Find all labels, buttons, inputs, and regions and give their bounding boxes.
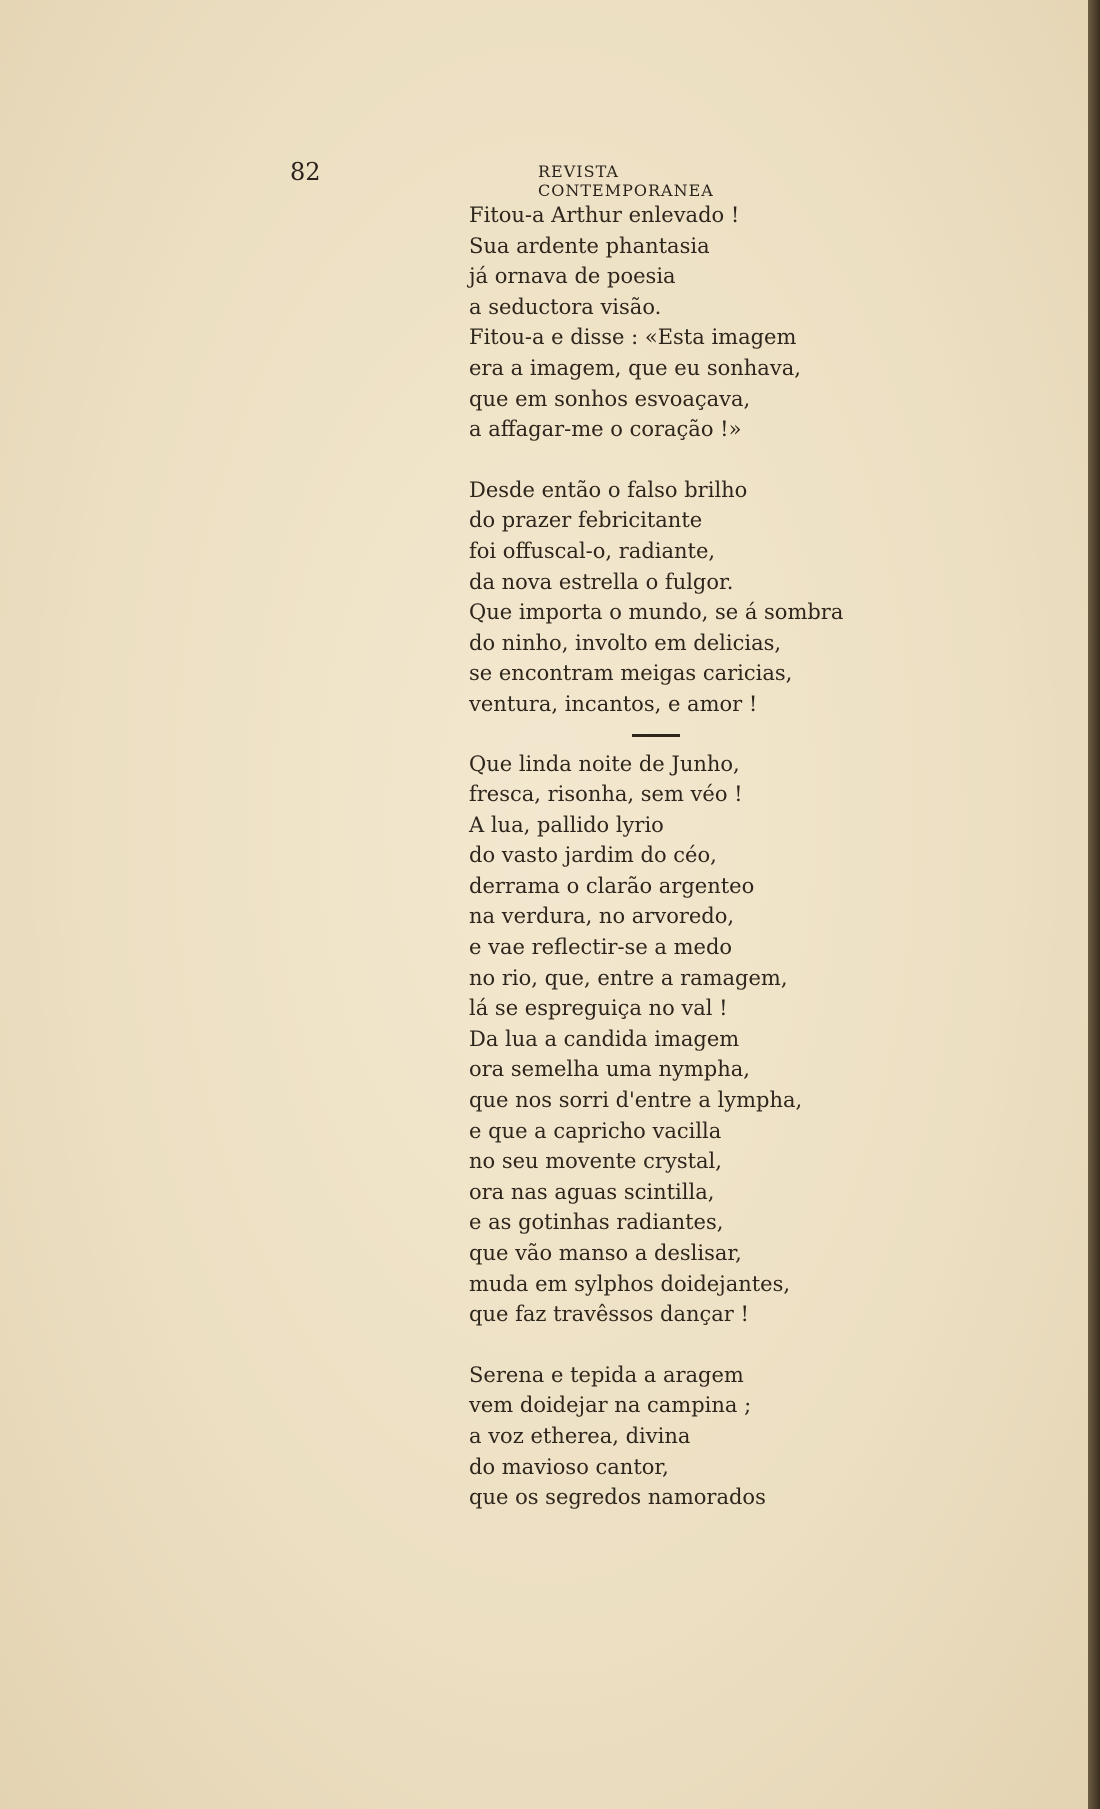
verse-line: fresca, risonha, sem véo ! xyxy=(469,782,743,807)
verse-line: ora nas aguas scintilla, xyxy=(469,1179,715,1204)
verse-line: ventura, incantos, e amor ! xyxy=(469,691,758,716)
verse-line: que em sonhos esvoaçava, xyxy=(469,386,751,411)
verse-line: e que a capricho vacilla xyxy=(469,1118,722,1143)
page-number: 82 xyxy=(290,158,321,186)
verse-line: lá se espreguiça no val ! xyxy=(469,996,728,1021)
verse-line: já ornava de poesia xyxy=(469,264,676,289)
verse-line: que os segredos namorados xyxy=(469,1485,766,1510)
page-header xyxy=(290,158,790,200)
stanza-3 xyxy=(469,749,889,1330)
verse-line: muda em sylphos doidejantes, xyxy=(469,1271,791,1296)
verse-line: do prazer febricitante xyxy=(469,508,703,533)
verse-line: Sua ardente phantasia xyxy=(469,233,710,258)
verse-line: do vasto jardim do céo, xyxy=(469,843,717,868)
verse-line: do mavioso cantor, xyxy=(469,1454,669,1479)
verse-line: derrama o clarão argenteo xyxy=(469,873,755,898)
verse-line: ora semelha uma nympha, xyxy=(469,1057,750,1082)
stanza-1 xyxy=(469,200,889,445)
verse-line: Serena e tepida a aragem xyxy=(469,1362,744,1387)
stanza-4 xyxy=(469,1360,889,1513)
verse-line: a seductora visão. xyxy=(469,294,662,319)
verse-line: A lua, pallido lyrio xyxy=(469,812,664,837)
running-head: REVISTA CONTEMPORANEA xyxy=(538,162,714,200)
verse-line: que faz travêssos dançar ! xyxy=(469,1302,749,1327)
verse-line: que nos sorri d'entre a lympha, xyxy=(469,1088,803,1113)
verse-line: se encontram meigas caricias, xyxy=(469,661,793,686)
verse-line: da nova estrella o fulgor. xyxy=(469,569,734,594)
verse-line: no seu movente crystal, xyxy=(469,1149,722,1174)
verse-line: a voz etherea, divina xyxy=(469,1423,691,1448)
stanza-gap xyxy=(469,1330,889,1360)
verse-line: vem doidejar na campina ; xyxy=(469,1393,752,1418)
verse-line: Fitou-a Arthur enlevado ! xyxy=(469,203,740,227)
verse-line: que vão manso a deslisar, xyxy=(469,1241,742,1265)
verse-line: e vae reflectir-se a medo xyxy=(469,935,733,960)
verse-line: Da lua a candida imagem xyxy=(469,1026,740,1051)
book-binding-edge xyxy=(1088,0,1100,1809)
stanza-2 xyxy=(469,475,889,720)
verse-line: na verdura, no arvoredo, xyxy=(469,904,735,929)
verse-line: Que importa o mundo, se á sombra xyxy=(469,600,844,625)
verse-line: do ninho, involto em delicias, xyxy=(469,630,782,655)
stanza-gap xyxy=(469,445,889,475)
verse-line: e as gotinhas radiantes, xyxy=(469,1210,724,1235)
verse-line: a affagar-me o coração !» xyxy=(469,417,742,442)
verse-line: foi offuscal-o, radiante, xyxy=(469,538,716,563)
poem-body xyxy=(469,200,889,1513)
verse-line: era a imagem, que eu sonhava, xyxy=(469,355,801,380)
verse-line: Fitou-a e disse : «Esta imagem xyxy=(469,325,797,350)
verse-line: Desde então o falso brilho xyxy=(469,477,748,502)
verse-line: Que linda noite de Junho, xyxy=(469,751,740,776)
verse-line: no rio, que, entre a ramagem, xyxy=(469,965,788,990)
section-divider-rule xyxy=(632,734,680,737)
